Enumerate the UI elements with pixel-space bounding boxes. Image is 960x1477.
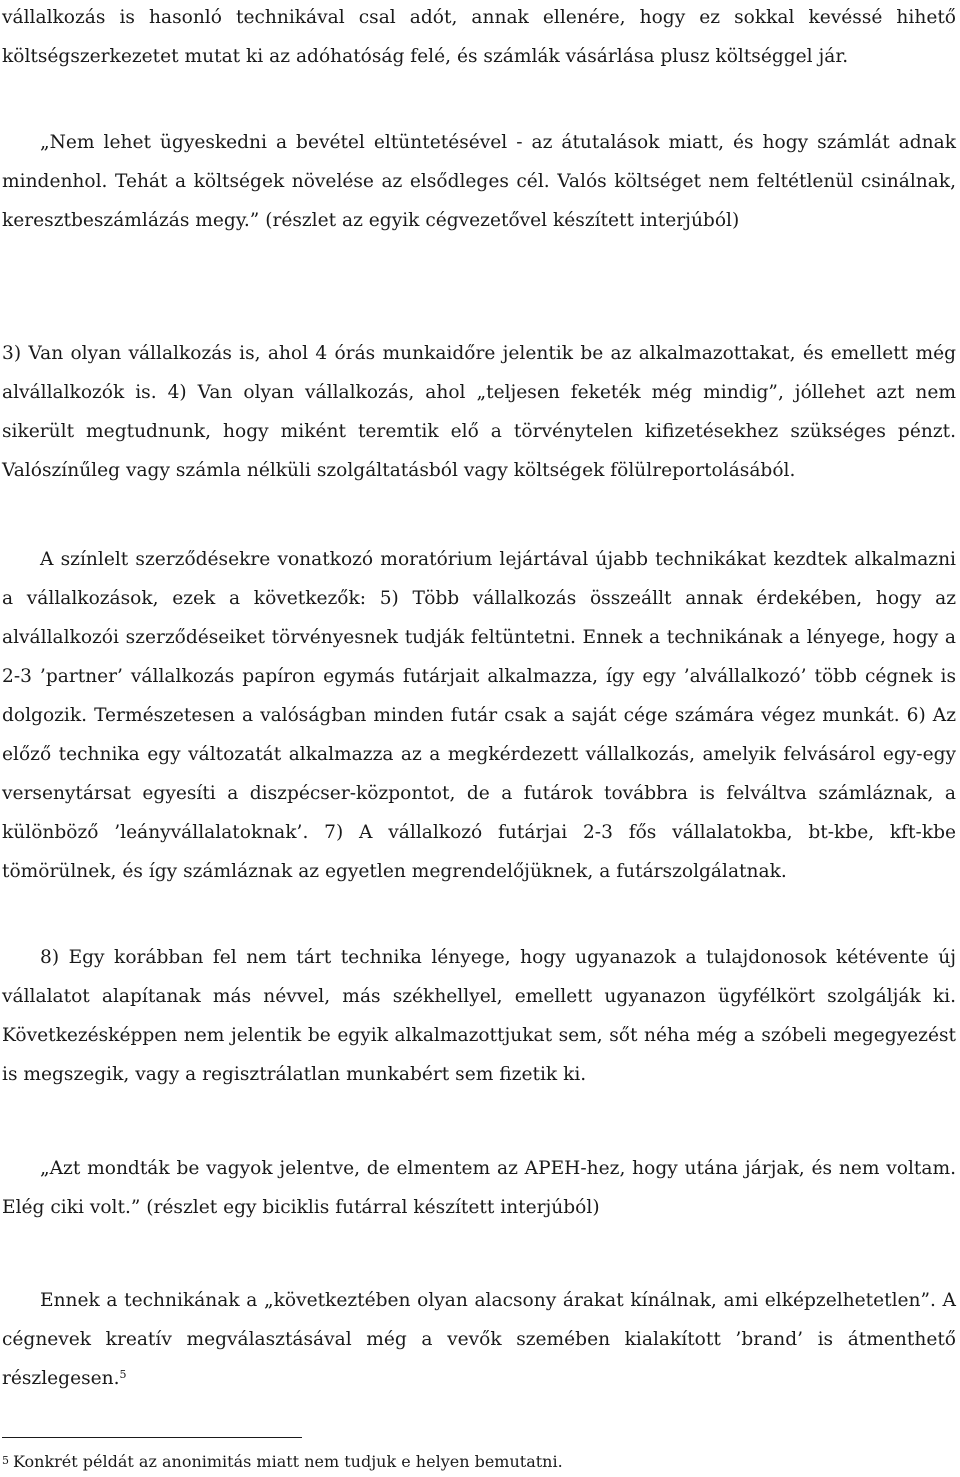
- paragraph-techniques-5-7: [2, 540, 956, 891]
- paragraph-interview-quote-manager: [2, 123, 956, 240]
- paragraph-text: 3) Van olyan vállalkozás is, ahol 4 órás munkaidőre jelentik be az alkalmazottakat, és emellett még alvállalkozók is. 4) Van olyan vállalkozás, ahol „teljesen feketék még mindig”, jóllehet azt nem sikerült megtudnunk, hogy miként teremtik elő a törvénytelen kifizetésekhez szükséges pénzt. Valószínűleg vagy számla nélküli szolgáltatásból vagy költségek fölülreportolásából.: [2, 343, 956, 481]
- footnote-mark: 5: [2, 1454, 9, 1467]
- footnote-divider: [2, 1437, 302, 1438]
- footnote: [2, 1450, 956, 1473]
- paragraph-text: Ennek a technikának a „következtében olyan alacsony árakat kínálnak, ami elképzelhetetlen”. A cégnevek kreatív megválasztásával még a vevők szemében kialakított ’brand’ is átmenthető részlegesen.: [2, 1290, 956, 1389]
- footnote-reference[interactable]: 5: [119, 1368, 127, 1381]
- paragraph-text: „Nem lehet ügyeskedni a bevétel eltüntetésével - az átutalások miatt, és hogy számlát adnak mindenhol. Tehát a költségek növelése az elsődleges cél. Valós költséget nem feltétlenül csinálnak, keresztbeszámlázás megy.” (részlet az egyik cégvezetővel készített interjúból): [2, 132, 956, 231]
- paragraph-text: 8) Egy korábban fel nem tárt technika lényege, hogy ugyanazok a tulajdonosok kétévente új vállalatot alapítanak más névvel, más székhellyel, emellett ugyanazon ügyfélkört szolgálják ki. Következésképpen nem jelentik be egyik alkalmazottjukat sem, sőt néha még a szóbeli megegyezést is megszegik, vagy a regisztrálatlan munkabért sem fizetik ki.: [2, 947, 956, 1085]
- paragraph-interview-quote-courier: [2, 1149, 956, 1227]
- paragraph-text: A színlelt szerződésekre vonatkozó moratórium lejártával újabb technikákat kezdtek alkalmazni a vállalkozások, ezek a következők: 5) Több vállalkozás összeállt annak érdekében, hogy az alvállalkozói szerződéseiket törvényesnek tudják feltüntetni. Ennek a technikának a lényege, hogy a 2-3 ’partner’ vállalkozás papíron egymás futárjait alkalmazza, így egy ’alvállalkozó’ több cégnek is dolgozik. Természetesen a valóságban minden futár csak a saját cége számára végez munkát. 6) Az előző technika egy változatát alkalmazza az a megkérdezett vállalkozás, amelyik felvásárol egy-egy versenytársat egyesíti a diszpécser-központot, de a futárok továbbra is felváltva számláznak, a különböző ’leányvállalatoknak’. 7) A vállalkozó futárjai 2-3 fős vállalatokba, bt-kbe, kft-kbe tömörülnek, és így számláznak az egyetlen megrendelőjüknek, a futárszolgálatnak.: [2, 549, 956, 882]
- paragraph-techniques-3-4: [2, 334, 956, 490]
- paragraph-brand: [2, 1281, 956, 1398]
- paragraph-continuation: [2, 0, 956, 76]
- paragraph-text: vállalkozás is hasonló technikával csal adót, annak ellenére, hogy ez sokkal kevéssé hihető költségszerkezetet mutat ki az adóhatóság felé, és számlák vásárlása plusz költséggel jár.: [2, 7, 956, 67]
- footnote-text: Konkrét példát az anonimitás miatt nem tudjuk e helyen bemutatni.: [13, 1452, 563, 1471]
- paragraph-text: „Azt mondták be vagyok jelentve, de elmentem az APEH-hez, hogy utána járjak, és nem voltam. Elég ciki volt.” (részlet egy biciklis futárral készített interjúból): [2, 1158, 956, 1218]
- paragraph-technique-8: [2, 938, 956, 1094]
